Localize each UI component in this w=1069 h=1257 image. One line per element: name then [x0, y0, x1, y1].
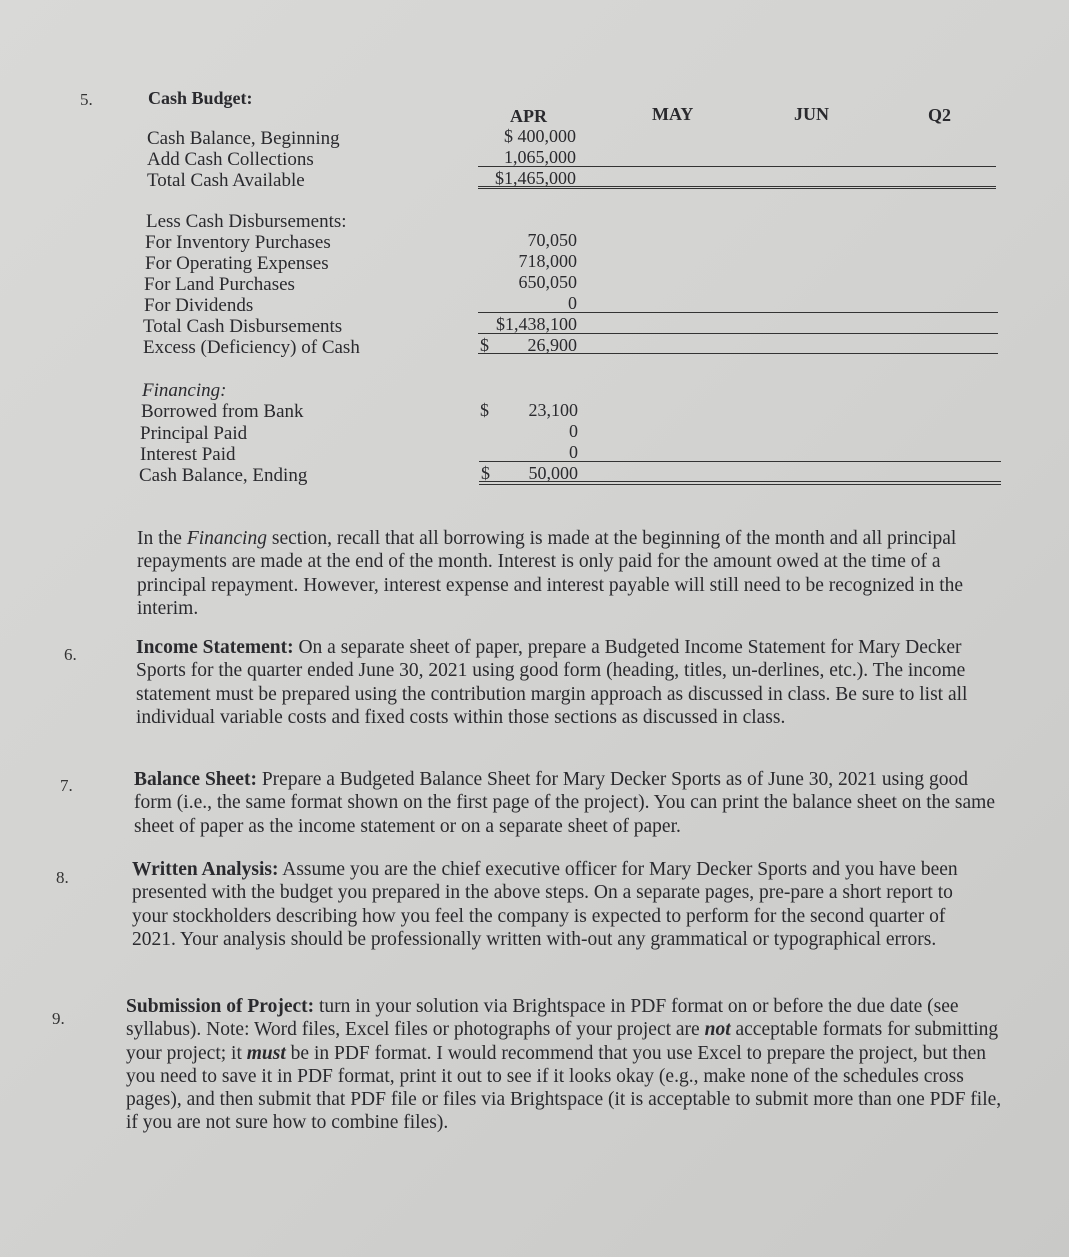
- label-inventory-purchases: For Inventory Purchases: [145, 232, 331, 253]
- label-add-cash-collections: Add Cash Collections: [147, 149, 314, 170]
- rule-collections-underline: [478, 166, 996, 167]
- balance-sheet-instructions: Balance Sheet: Prepare a Budgeted Balance Sheet for Mary Decker Sports as of June 30, 2021 using good form (i.e., the same format shown on the first page of the project). You can print the balance sheet on the same sheet of paper as the income statement or on a separate sheet of paper.: [134, 769, 995, 837]
- emphasis-must: must: [246, 1042, 286, 1064]
- label-excess-deficiency: Excess (Deficiency) of Cash: [143, 337, 360, 358]
- apr-interest-paid: 0: [569, 442, 578, 462]
- rule-ending-underline: [479, 481, 1001, 482]
- cash-budget-title: Cash Budget:: [148, 88, 253, 108]
- label-land-purchases: For Land Purchases: [144, 274, 295, 295]
- apr-excess-deficiency: 26,900: [527, 335, 577, 355]
- item-number-9: 9.: [52, 1009, 65, 1028]
- item-number-8: 8.: [56, 868, 69, 887]
- apr-total-cash-available: $1,465,000: [495, 168, 576, 188]
- apr-borrowed-dollar-sign: $: [480, 400, 489, 420]
- apr-cash-balance-ending: 50,000: [528, 463, 578, 483]
- submission-instructions: Submission of Project: turn in your solution via Brightspace in PDF format on or before the due date (see syllabus). Note: Word files, Excel files or photographs of your project are not acceptable formats for submitting your project; it must be in PDF format. I would recommend that you use Excel to prepare the project, but then you need to save it in PDF format, print it out to see if it looks okay (e.g., make none of the schedules cross pages), and then submit that PDF file or files via Brightspace (it is acceptable to submit more than one PDF file, if you are not sure how to combine files).: [126, 996, 1002, 1134]
- apr-dividends: 0: [568, 293, 577, 313]
- apr-principal-paid: 0: [569, 421, 578, 441]
- item-number-5: 5.: [80, 90, 93, 109]
- col-header-jun: JUN: [794, 104, 829, 124]
- item-number-6: 6.: [64, 645, 77, 664]
- apr-ending-dollar-sign: $: [481, 463, 490, 483]
- label-cash-balance-beginning: Cash Balance, Beginning: [147, 128, 340, 149]
- rule-disbursements-underline: [478, 333, 998, 334]
- written-analysis-instructions: Written Analysis: Assume you are the chief executive officer for Mary Decker Sports and you have been presented with the budget you prepared in the above steps. On a separate pages, pre-pare a short report to your stockholders describing how you feel the company is expected to perform for the second quarter of 2021. Your analysis should be professionally written with-out any grammatical or typographical errors.: [132, 859, 958, 950]
- apr-borrowed-from-bank: 23,100: [528, 400, 578, 420]
- item-number-7: 7.: [60, 776, 73, 795]
- label-total-cash-available: Total Cash Available: [147, 170, 305, 191]
- col-header-q2: Q2: [928, 105, 952, 125]
- apr-operating-expenses: 718,000: [518, 251, 577, 271]
- apr-excess-dollar-sign: $: [480, 335, 489, 355]
- submission-heading: Submission of Project:: [126, 996, 315, 1017]
- financing-note-emphasis: Financing: [186, 528, 267, 549]
- label-borrowed-from-bank: Borrowed from Bank: [141, 401, 304, 422]
- col-header-may: MAY: [652, 104, 694, 124]
- label-less-cash-disbursements: Less Cash Disbursements:: [146, 211, 347, 232]
- income-statement-heading: Income Statement:: [136, 637, 294, 658]
- apr-cash-balance-beginning: $ 400,000: [504, 126, 576, 146]
- emphasis-not: not: [704, 1019, 731, 1041]
- written-analysis-heading: Written Analysis:: [132, 859, 279, 880]
- rule-ending-double: [479, 484, 1001, 485]
- label-principal-paid: Principal Paid: [140, 423, 248, 444]
- apr-land-purchases: 650,050: [518, 272, 577, 292]
- label-financing: Financing:: [142, 380, 227, 401]
- label-total-cash-disbursements: Total Cash Disbursements: [143, 316, 343, 337]
- rule-excess-underline: [478, 353, 998, 354]
- rule-available-double: [478, 188, 996, 189]
- balance-sheet-heading: Balance Sheet:: [134, 769, 257, 790]
- income-statement-instructions: Income Statement: On a separate sheet of paper, prepare a Budgeted Income Statement for Mary Decker Sports for the quarter ended June 30, 2021 using good form (heading, titles, un-derlines, etc.). The income statement must be prepared using the contribution margin approach as discussed in class. Be sure to list all individual variable costs and fixed costs within those sections as discussed in class.: [136, 637, 968, 728]
- financing-note: In the Financing section, recall that all borrowing is made at the beginning of the month and all principal repayments are made at the end of the month. Interest is only paid for the amount owed at the time of a principal repayment. However, interest expense and interest payable will still need to be recognized in the interim.: [137, 528, 964, 619]
- apr-inventory-purchases: 70,050: [527, 230, 577, 250]
- label-dividends: For Dividends: [144, 295, 254, 316]
- col-header-apr: APR: [510, 106, 547, 126]
- apr-cash-collections: 1,065,000: [504, 147, 576, 167]
- rule-dividends-underline: [478, 312, 998, 313]
- rule-interest-underline: [479, 461, 1001, 462]
- label-interest-paid: Interest Paid: [140, 444, 236, 465]
- label-cash-balance-ending: Cash Balance, Ending: [139, 465, 308, 486]
- label-operating-expenses: For Operating Expenses: [145, 253, 329, 274]
- apr-total-cash-disbursements: $1,438,100: [496, 314, 577, 334]
- rule-available-underline: [478, 186, 996, 187]
